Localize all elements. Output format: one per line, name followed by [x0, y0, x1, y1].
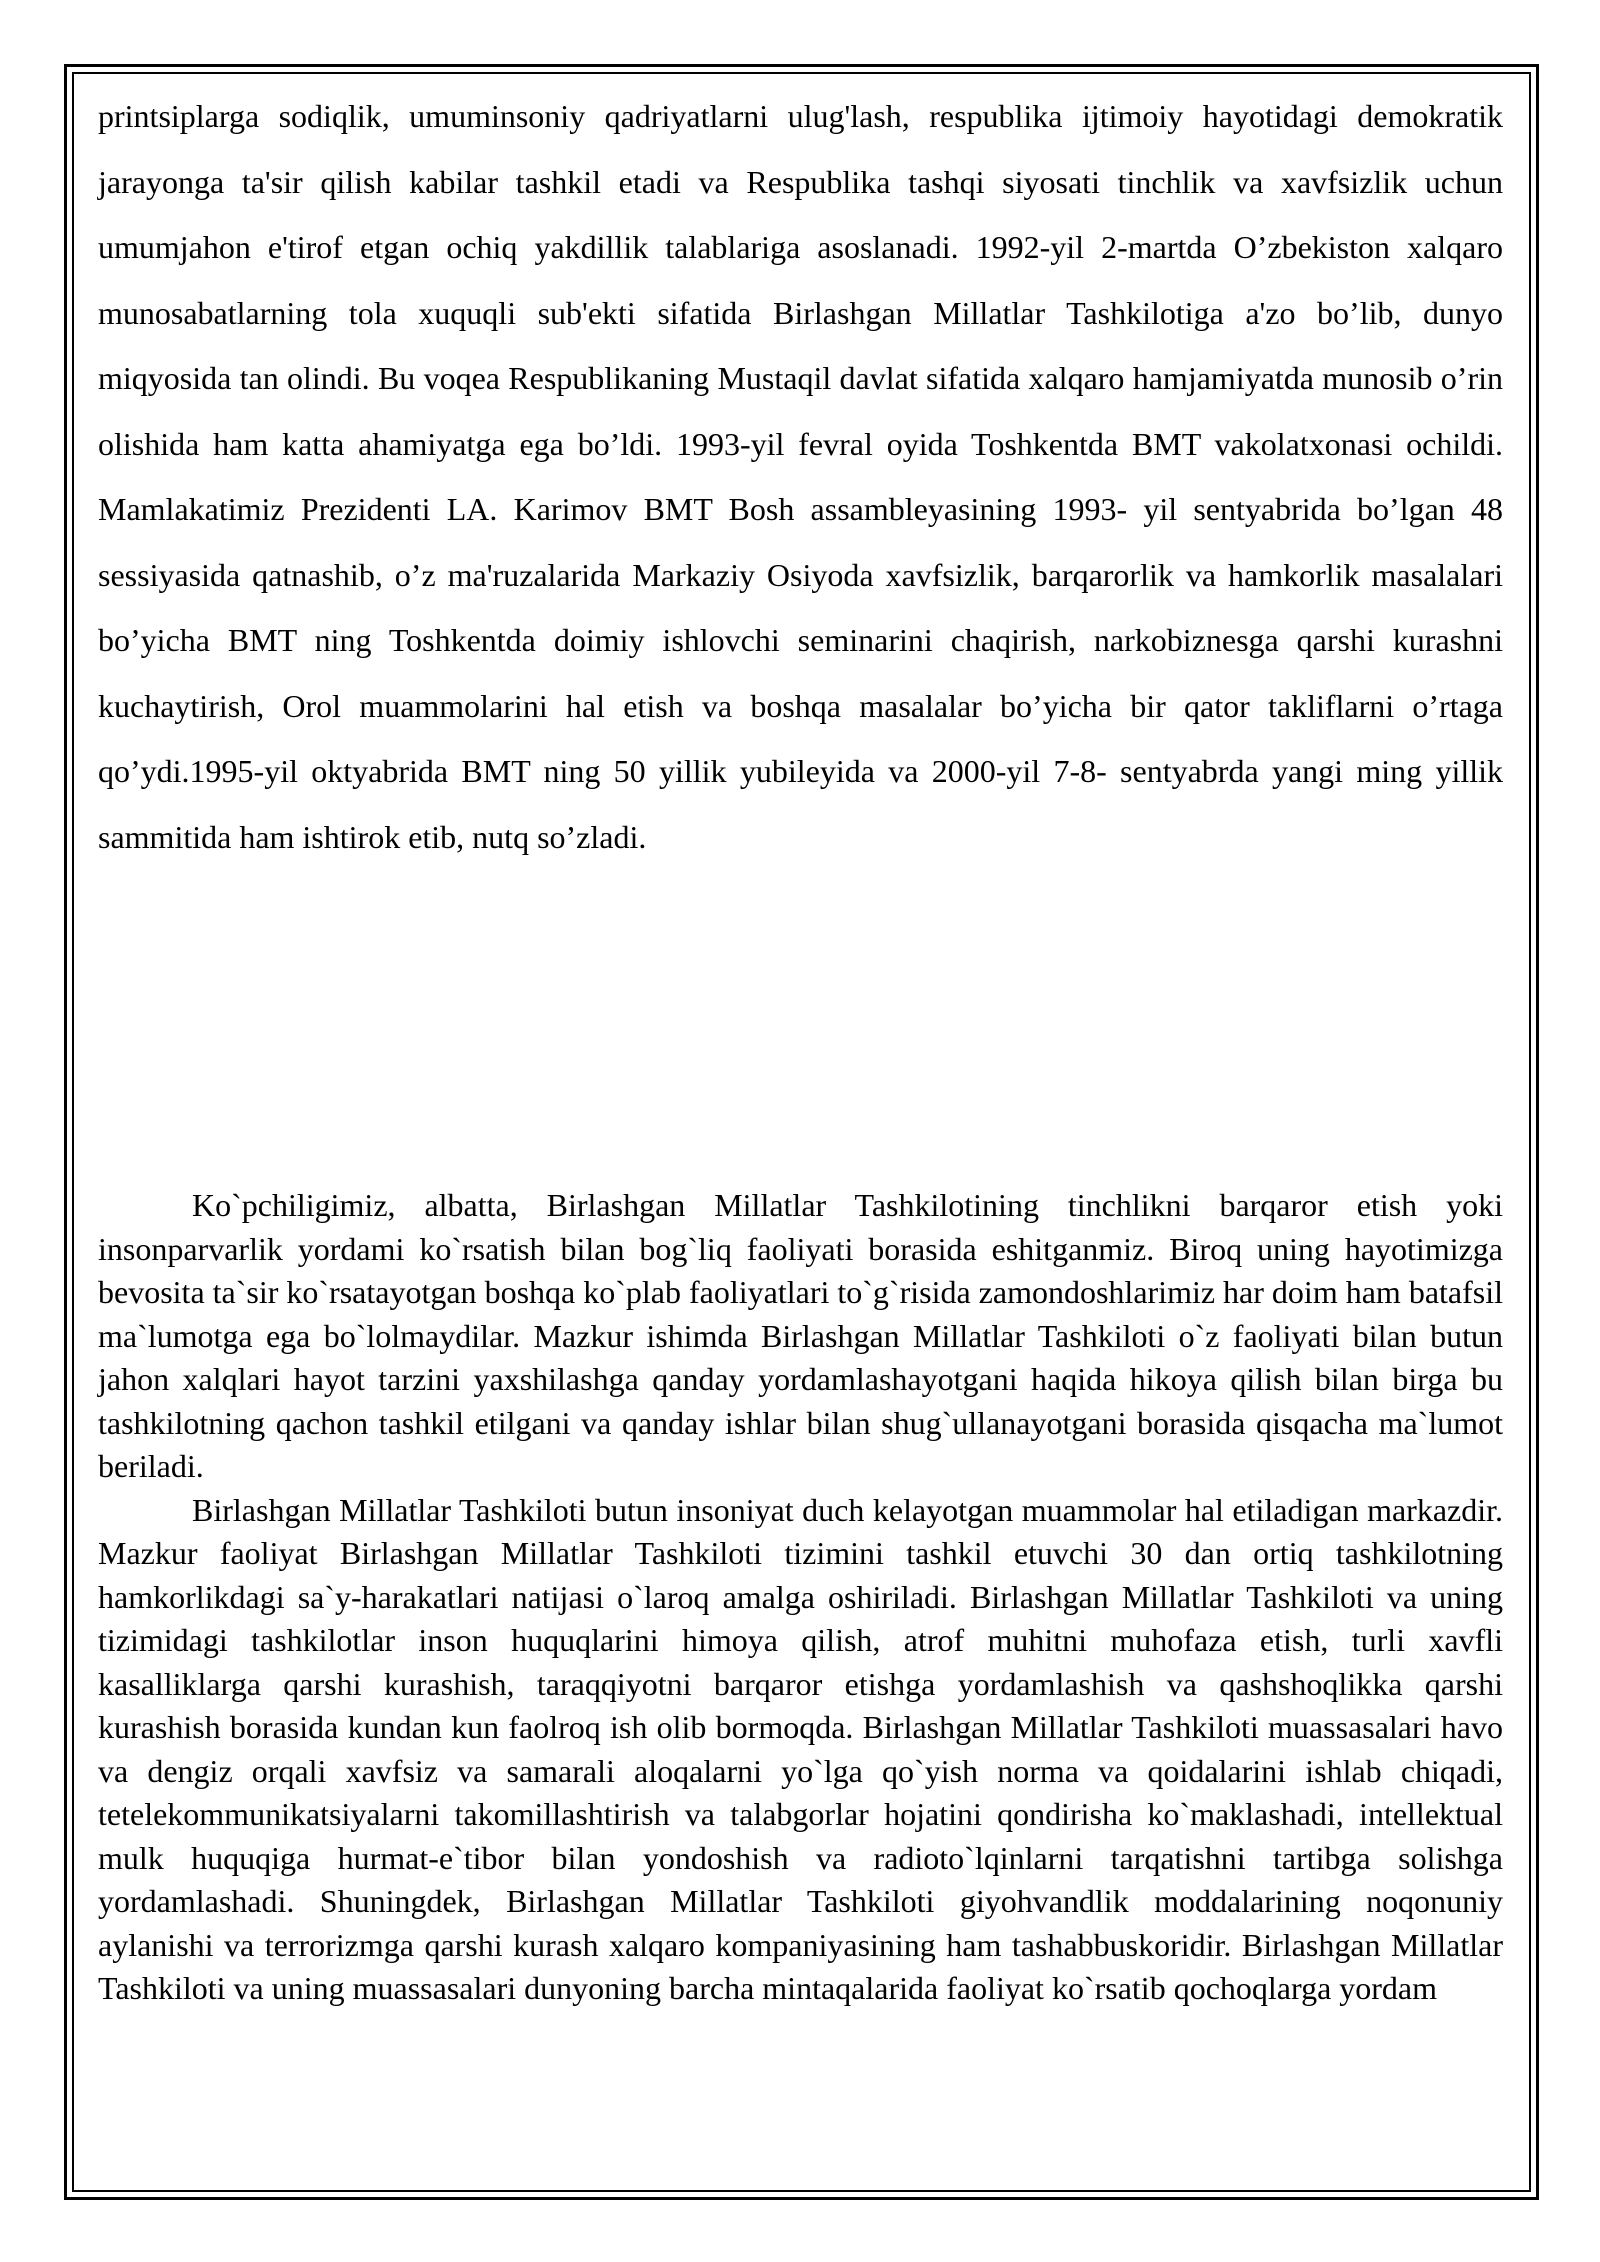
- paragraph: printsiplarga sodiqlik, umuminsoniy qadriyatlarni ulug'lash, respublika ijtimoiy hayotidagi demokratik jarayonga ta'sir qilish kabilar tashkil etadi va Respublika tashqi siyosati tinchlik va xavfsizlik uchun umumjahon e'tirof etgan ochiq yakdillik talablariga asoslanadi. 1992-yil 2-martda O’zbekiston xalqaro munosabatlarning tola xuquqli sub'ekti sifatida Birlashgan Millatlar Tashkilotiga a'zo bo’lib, dunyo miqyosida tan olindi. Bu voqea Respublikaning Mustaqil davlat sifatida xalqaro hamjamiyatda munosib o’rin olishida ham katta ahamiyatga ega bo’ldi. 1993-yil fevral oyida Toshkentda BMT vakolatxonasi ochildi. Mamlakatimiz Prezidenti LA. Karimov BMT Bosh assambleyasining 1993- yil sentyabrida bo’lgan 48 sessiyasida qatnashib, o’z ma'ruzalarida Markaziy Osiyoda xavfsizlik, barqarorlik va hamkorlik masalalari bo’yicha BMT ning Toshkentda doimiy ishlovchi seminarini chaqirish, narkobiznesga qarshi kurashni kuchaytirish, Orol muammolarini hal etish va boshqa masalalar bo’yicha bir qator takliflarni o’rtaga qo’ydi.1995-yil oktyabrida BMT ning 50 yillik yubileyida va 2000-yil 7-8- sentyabrda yangi ming yillik sammitida ham ishtirok etib, nutq so’zladi.: [98, 98, 1503, 855]
- paragraph: Birlashgan Millatlar Tashkiloti butun insoniyat duch kelayotgan muammolar hal etiladigan markazdir. Mazkur faoliyat Birlashgan Millatlar Tashkiloti tizimini tashkil etuvchi 30 dan ortiq tashkilotning hamkorlikdagi sa`y-harakatlari natijasi o`laroq amalga oshiriladi. Birlashgan Millatlar Tashkiloti va uning tizimidagi tashkilotlar inson huquqlarini himoya qilish, atrof muhitni muhofaza etish, turli xavfli kasalliklarga qarshi kurashish, taraqqiyotni barqaror etishga yordamlashish va qashshoqlikka qarshi kurashish borasida kundan kun faolroq ish olib bormoqda. Birlashgan Millatlar Tashkiloti muassasalari havo va dengiz orqali xavfsiz va samarali aloqalarni yo`lga qo`yish norma va qoidalarini ishlab chiqadi, tetelekommunikatsiyalarni takomillashtirish va talabgorlar hojatini qondirisha ko`maklashadi, intellektual mulk huquqiga hurmat-e`tibor bilan yondoshish va radioto`lqinlarni tarqatishni tartibga solishga yordamlashadi. Shuningdek, Birlashgan Millatlar Tashkiloti giyohvandlik moddalarining noqonuniy aylanishi va terrorizmga qarshi kurash xalqaro kompaniyasining ham tashabbuskoridir. Birlashgan Millatlar Tashkiloti va uning muassasalari dunyoning barcha mintaqalarida faoliyat ko`rsatib qochoqlarga yordam: [98, 1491, 1503, 2006]
- text-block-bottom: [98, 1184, 1503, 2011]
- text-block-top: [98, 84, 1503, 870]
- paragraph: Ko`pchiligimiz, albatta, Birlashgan Millatlar Tashkilotining tinchlikni barqaror etish yoki insonparvarlik yordami ko`rsatish bilan bog`liq faoliyati borasida eshitganmiz. Biroq uning hayotimizga bevosita ta`sir ko`rsatayotgan boshqa ko`plab faoliyatlari to`g`risida zamondoshlarimiz har doim ham batafsil ma`lumotga ega bo`lolmaydilar. Mazkur ishimda Birlashgan Millatlar Tashkiloti o`z faoliyati bilan butun jahon xalqlari hayot tarzini yaxshilashga qanday yordamlashayotgani haqida hikoya qilish bilan birga bu tashkilotning qachon tashkil etilgani va qanday ishlar bilan shug`ullanayotgani borasida qisqacha ma`lumot beriladi.: [98, 1187, 1503, 1484]
